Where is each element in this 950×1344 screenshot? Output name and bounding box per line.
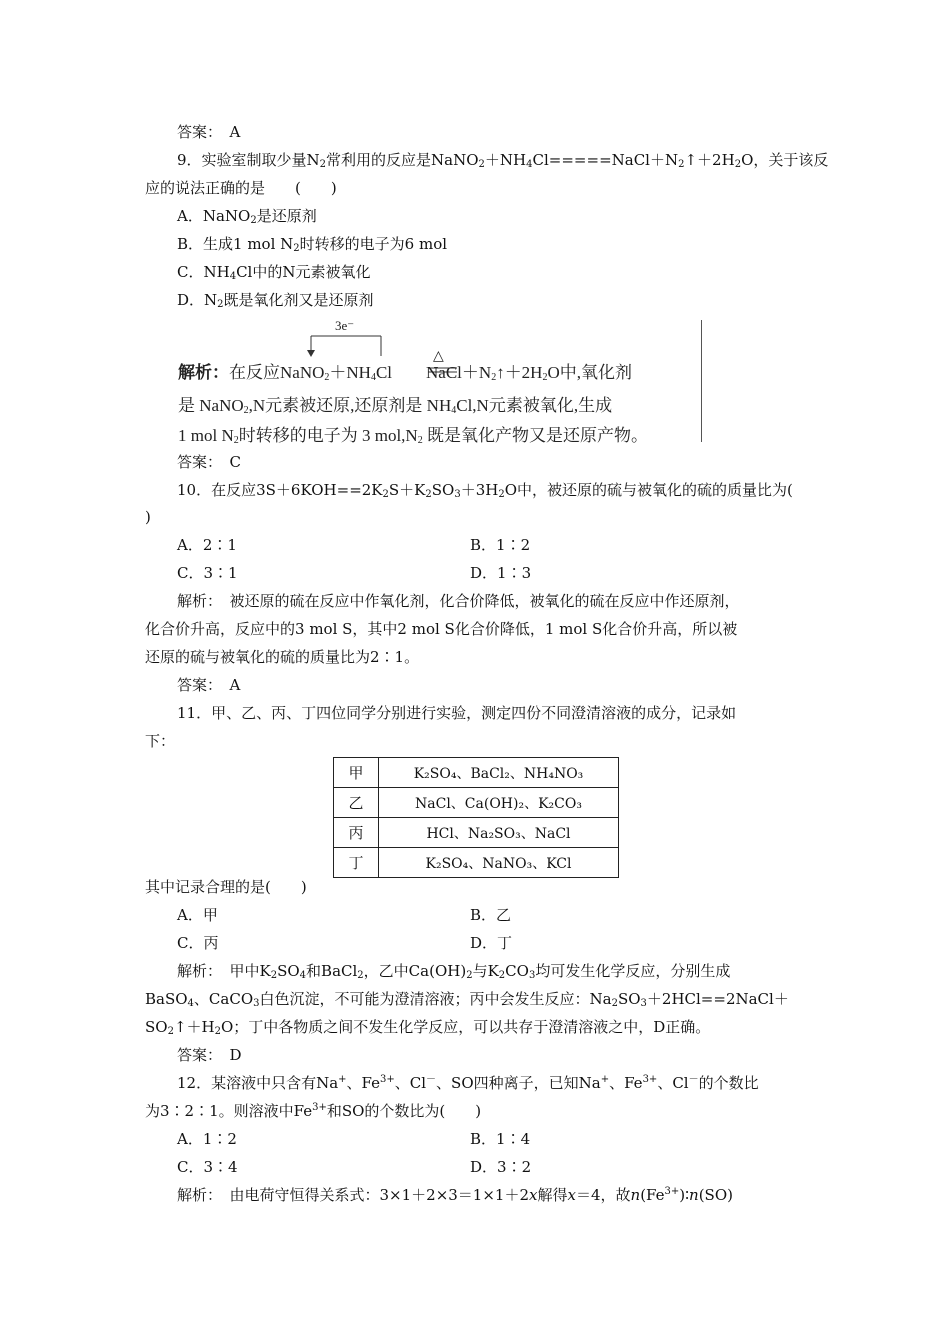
scan-line1: 解析：在反应$NaNO_2+NH_4Cl$ $NaCl+N_2↑+2H_2O$中,氧化剂 <box>178 363 632 383</box>
q10-stem-line1: 10．在反应$3S+6KOH==2K_2S+K_2SO_3+3H_2O$中，被还原的硫与被氧化的硫的质量比为( <box>177 481 793 500</box>
table-key: 丙 <box>334 818 379 848</box>
table-key: 乙 <box>334 788 379 818</box>
scan-line2: 是 NaNO$_2$,N元素被还原,还原剂是 $NH_4Cl,N$元素被氧化,生成 <box>178 396 613 416</box>
q10-explanation-line2: 化合价升高，反应中的3 mol S，其中2 mol S化合价降低，1 mol S化合价升高，所以被 <box>145 620 738 638</box>
q12-option-b: B．1∶4 <box>470 1130 531 1148</box>
q9-option-c: C．$NH_4Cl$中的N元素被氧化 <box>177 263 371 282</box>
q9-explanation-scan <box>175 318 705 445</box>
scan-line3: 1 mol $N_2$时转移的电子为 3 $mol,N_2$ 既是氧化产物又是还原产物。 <box>178 426 648 446</box>
answer-line: 答案： C <box>177 453 241 471</box>
q9-stem-line1: 9．实验室制取少量$N_2$常利用的反应是$NaNO_2+NH_4Cl=====NaCl+N_2↑+2H_2O$，关于该反 <box>177 151 829 170</box>
q10-explanation-line1: 解析： 被还原的硫在反应中作氧化剂，化合价降低，被氧化的硫在反应中作还原剂， <box>177 592 740 610</box>
q11-option-d: D．丁 <box>470 934 513 952</box>
q12-option-c: C．3∶4 <box>177 1158 238 1176</box>
q9-stem-line2: 应的说法正确的是 ( ) <box>145 179 337 197</box>
q9-option-b: B．生成1 mol $N_2$时转移的电子为6 mol <box>177 235 448 254</box>
q10-stem-line2: ) <box>145 508 151 526</box>
q10-explanation-line3: 还原的硫与被氧化的硫的质量比为2∶1。 <box>145 648 420 666</box>
q11-option-c: C．丙 <box>177 934 219 952</box>
table-row <box>334 788 619 818</box>
table-row <box>334 758 619 788</box>
q11-explanation-line3: $SO_2↑+H_2O$；丁中各物质之间不发生化学反应，可以共存于澄清溶液之中，D正确。 <box>145 1018 711 1037</box>
q11-answer: 答案： D <box>177 1046 242 1064</box>
table-value: NaCl、Ca(OH)₂、K₂CO₃ <box>379 788 619 818</box>
table-value: K₂SO₄、NaNO₃、KCl <box>379 848 619 878</box>
table-row <box>334 848 619 878</box>
q11-explanation-line2: BaSO$_4$、CaCO$_3$白色沉淀，不可能为澄清溶液；丙中会发生反应：$Na_2SO_3+2HCl==2NaCl+$ <box>145 990 789 1009</box>
heat-symbol: △ <box>433 349 444 364</box>
answer-line: 答案： A <box>177 123 241 141</box>
q10-option-c: C．3∶1 <box>177 564 238 582</box>
solution-table <box>333 757 619 878</box>
q11-option-a: A．甲 <box>177 906 218 924</box>
table-key: 丁 <box>334 848 379 878</box>
q11-question: 其中记录合理的是( ) <box>145 878 307 896</box>
table-key: 甲 <box>334 758 379 788</box>
q12-stem-line2: 为3∶2∶1。则溶液中$Fe^{3+}$和SO的个数比为( ) <box>145 1102 482 1120</box>
q12-option-a: A．1∶2 <box>177 1130 237 1148</box>
q11-stem-line1: 11．甲、乙、丙、丁四位同学分别进行实验，测定四份不同澄清溶液的成分，记录如 <box>177 704 737 722</box>
q10-option-b: B．1∶2 <box>470 536 531 554</box>
table-value: K₂SO₄、BaCl₂、NH₄NO₃ <box>379 758 619 788</box>
q10-option-d: D．1∶3 <box>470 564 532 582</box>
table-row <box>334 818 619 848</box>
scan-edge <box>701 320 702 442</box>
q11-explanation-line1: 解析： 甲中$K_2SO_4$和BaCl$_2$，乙中$Ca(OH)_2$与$K_2CO_3$均可发生化学反应，分别生成 <box>177 962 731 981</box>
q9-option-d: D．$N_2$既是氧化剂又是还原剂 <box>177 291 374 310</box>
q12-stem-line1: 12．某溶液中只含有Na+、$Fe^{3+}$、Cl－、SO四种离子，已知Na+、$Fe^{3+}$、Cl－的个数比 <box>177 1074 759 1092</box>
q10-option-a: A．2∶1 <box>177 536 237 554</box>
q9-option-a: A．NaNO$_2$是还原剂 <box>177 207 317 226</box>
q10-answer: 答案： A <box>177 676 241 694</box>
q11-stem-line2: 下： <box>145 732 176 750</box>
q12-option-d: D．3∶2 <box>470 1158 532 1176</box>
electron-label: 3e⁻ <box>335 318 355 333</box>
q12-explanation-line1: 解析： 由电荷守恒得关系式：3×1＋2×3＝1×1＋2x解得x＝4，故$n(Fe^{3+})∶n(SO)$ <box>177 1186 733 1204</box>
table-value: HCl、Na₂SO₃、NaCl <box>379 818 619 848</box>
q11-option-b: B．乙 <box>470 906 512 924</box>
